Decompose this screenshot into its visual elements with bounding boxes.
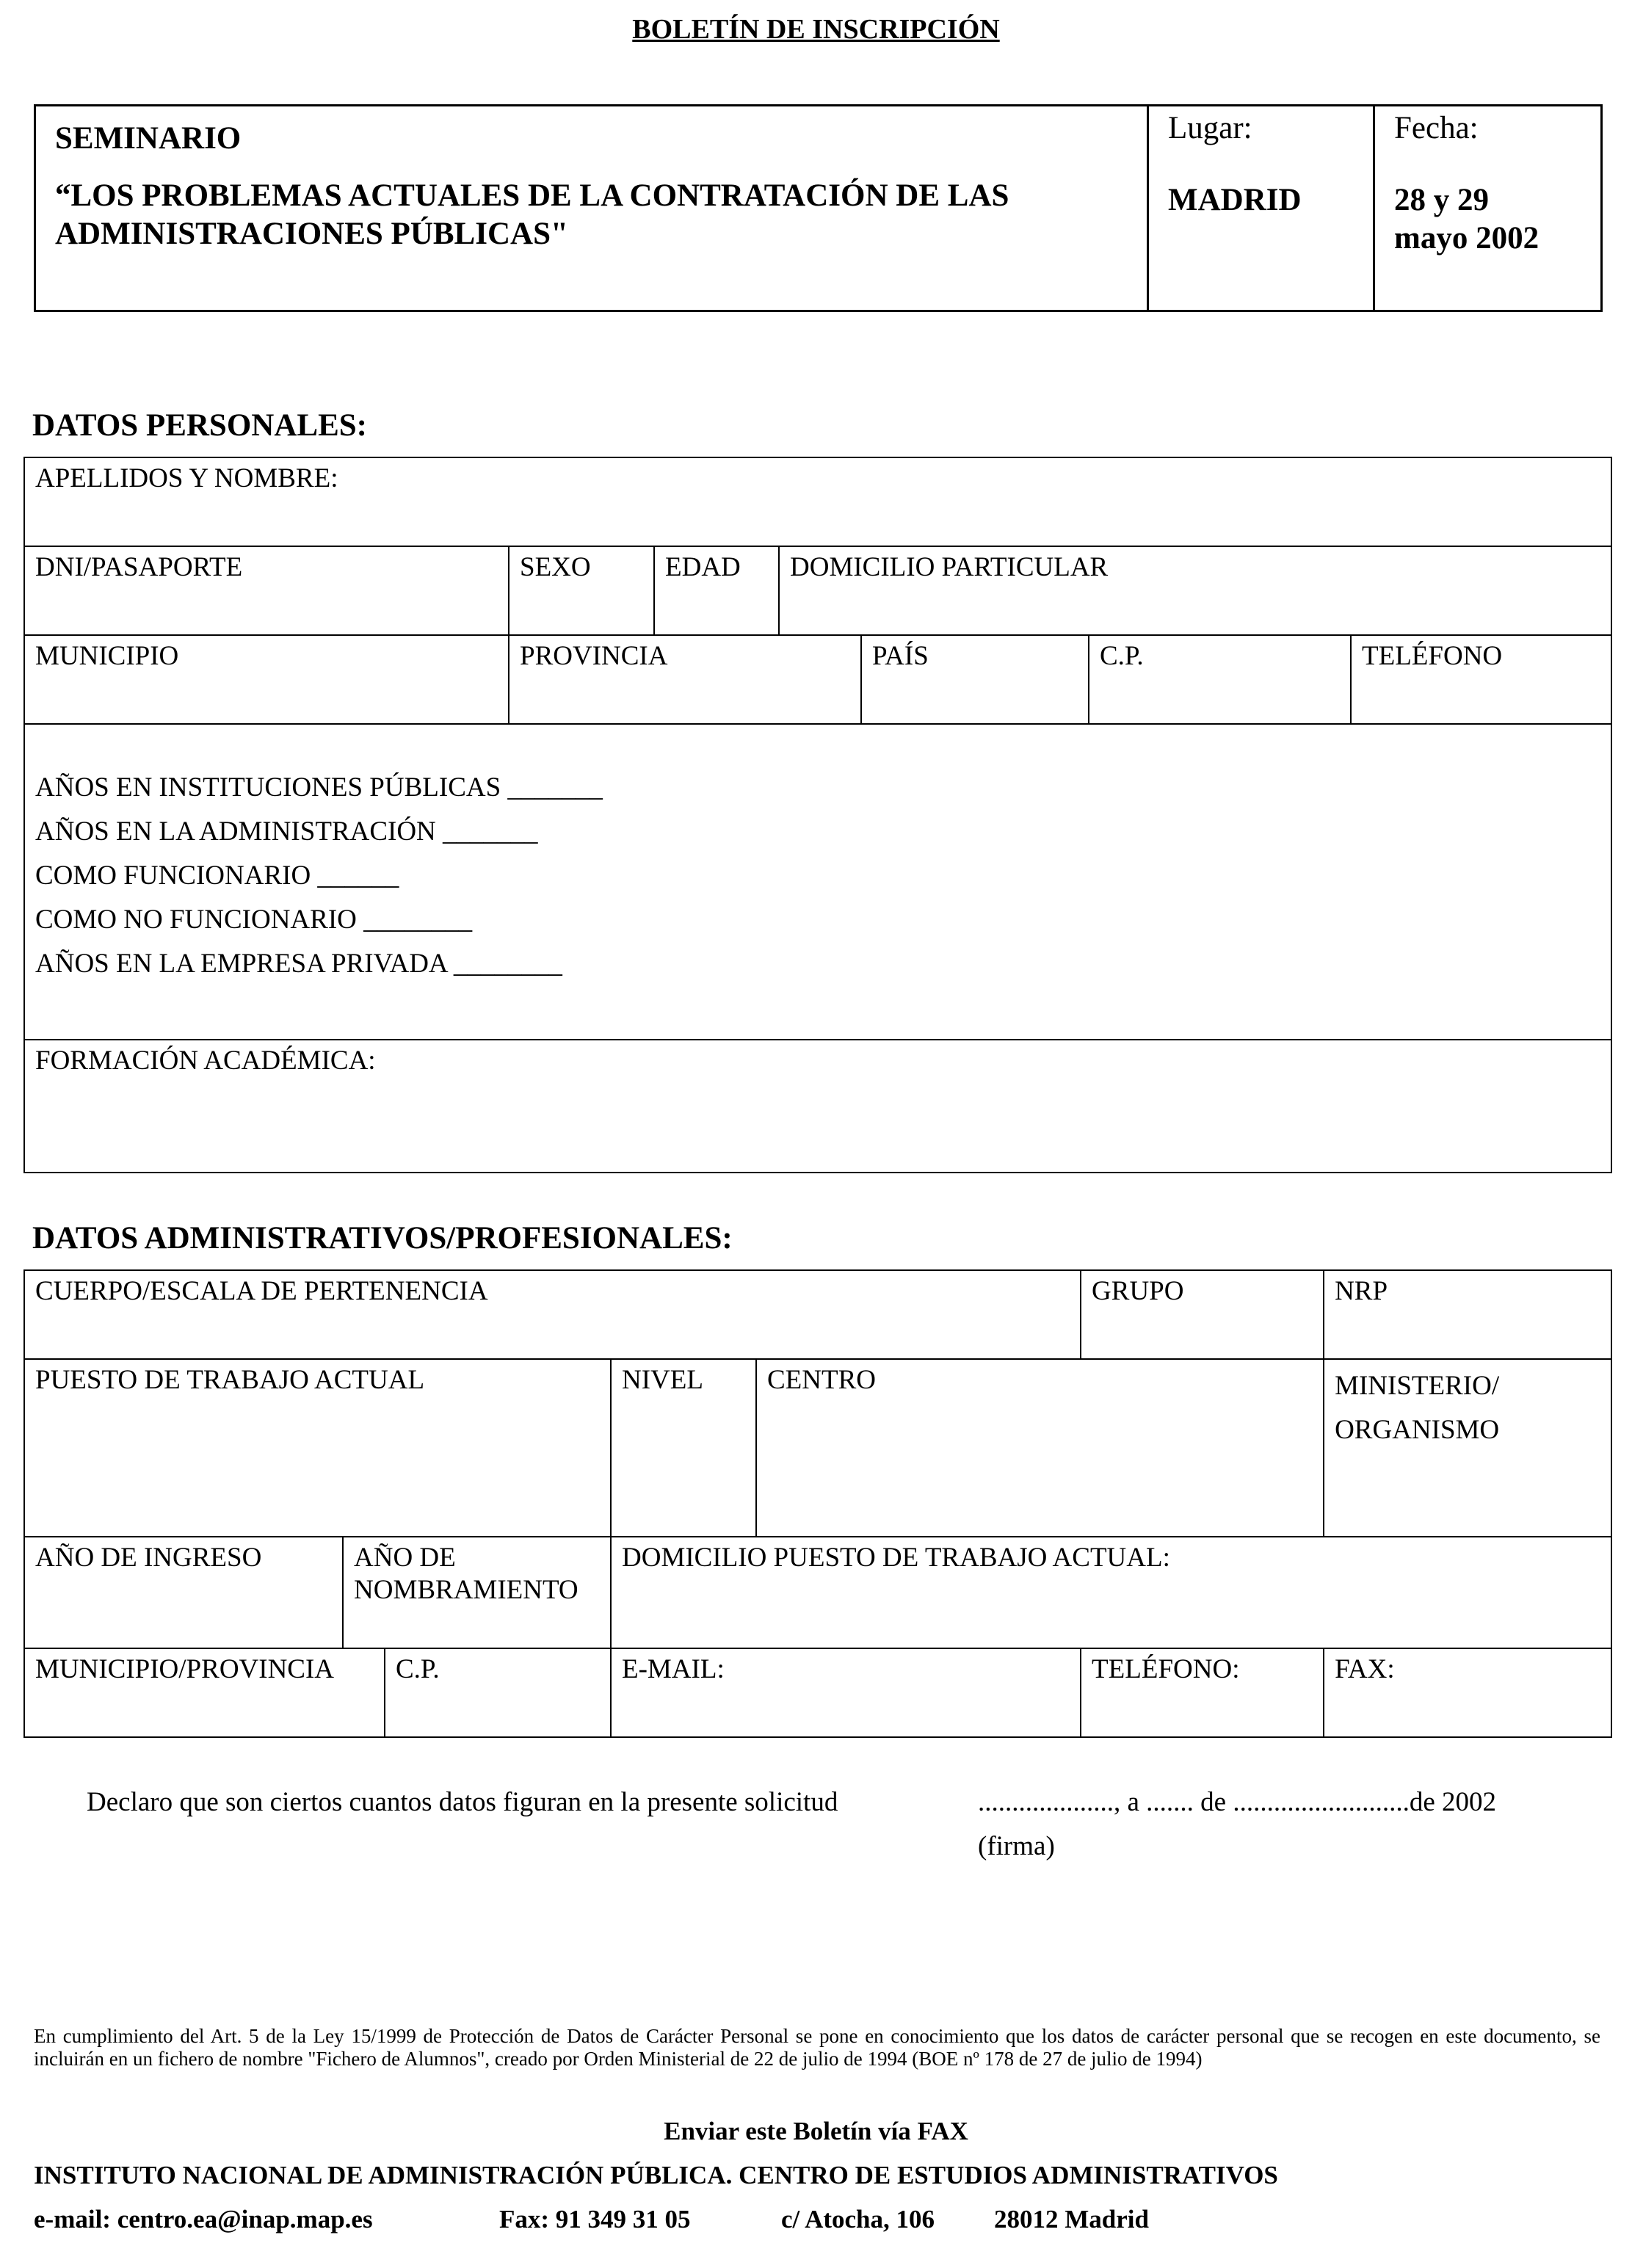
seminar-cell	[35, 106, 1148, 311]
seminar-title-line2: ADMINISTRACIONES PÚBLICAS"	[55, 217, 568, 251]
home-address-label: DOMICILIO PARTICULAR	[790, 552, 1109, 582]
years-experience-block	[24, 724, 1611, 1040]
education-field[interactable]	[24, 1040, 1611, 1173]
municipality-field[interactable]	[24, 635, 509, 724]
province-label: PROVINCIA	[520, 641, 668, 671]
years-as-non-civil-servant[interactable]: COMO NO FUNCIONARIO ________	[35, 905, 473, 935]
signature-label[interactable]: (firma)	[978, 1831, 1055, 1861]
work-address-field[interactable]	[611, 1537, 1611, 1648]
municipality-province-field[interactable]	[24, 1648, 385, 1737]
years-as-civil-servant[interactable]: COMO FUNCIONARIO ______	[35, 861, 399, 891]
personal-data-table	[23, 457, 1612, 1173]
place-value: MADRID	[1168, 183, 1302, 217]
ministry-label-line1: MINISTERIO/	[1335, 1371, 1500, 1401]
contact-fax: Fax: 91 349 31 05	[499, 2205, 691, 2233]
place-cell	[1148, 106, 1374, 311]
form-title-text: BOLETÍN DE INSCRIPCIÓN	[632, 14, 1000, 45]
personal-data-heading: DATOS PERSONALES:	[32, 408, 367, 443]
contact-address: c/ Atocha, 106	[781, 2205, 935, 2233]
declaration-date-line[interactable]: ...................., a ....... de ..........................de 2002	[978, 1787, 1497, 1817]
admin-data-heading: DATOS ADMINISTRATIVOS/PROFESIONALES:	[32, 1221, 733, 1256]
institute-name: INSTITUTO NACIONAL DE ADMINISTRACIÓN PÚBLICA. CENTRO DE ESTUDIOS ADMINISTRATIVOS	[34, 2161, 1278, 2189]
zip-field[interactable]	[1089, 635, 1351, 724]
appointment-label-line1: AÑO DE	[354, 1543, 456, 1573]
work-zip-field[interactable]	[385, 1648, 611, 1737]
seminar-title-line1: “LOS PROBLEMAS ACTUALES DE LA CONTRATACIÓN DE LAS	[55, 178, 1009, 213]
legal-notice: En cumplimiento del Art. 5 de la Ley 15/1999 de Protección de Datos de Carácter Personal se pone en conocimiento que los datos de carácter personal que se recogen en este documento, se incluirán en un fichero de nombre "Fichero de Alumnos", creado por Orden Ministerial de 22 de julio de 1994 (BOE nº 178 de 27 de julio de 1994)	[34, 2025, 1600, 2070]
date-line2: mayo 2002	[1394, 221, 1539, 256]
admin-data-table	[23, 1269, 1612, 1738]
education-label: FORMACIÓN ACADÉMICA:	[35, 1046, 376, 1076]
group-label: GRUPO	[1092, 1276, 1184, 1306]
work-phone-field[interactable]	[1081, 1648, 1324, 1737]
work-address-label: DOMICILIO PUESTO DE TRABAJO ACTUAL:	[622, 1543, 1170, 1573]
fax-field[interactable]	[1324, 1648, 1611, 1737]
municipality-label: MUNICIPIO	[35, 641, 179, 671]
place-label: Lugar:	[1168, 111, 1252, 145]
zip-label: C.P.	[1100, 641, 1144, 671]
seminar-header-table	[34, 104, 1603, 312]
level-label: NIVEL	[622, 1365, 703, 1395]
years-administration[interactable]: AÑOS EN LA ADMINISTRACIÓN _______	[35, 816, 538, 847]
ministry-field[interactable]	[1324, 1359, 1611, 1537]
position-field[interactable]	[24, 1359, 611, 1537]
date-cell	[1374, 106, 1602, 311]
entry-year-label: AÑO DE INGRESO	[35, 1543, 262, 1573]
center-field[interactable]	[756, 1359, 1324, 1537]
years-private-company[interactable]: AÑOS EN LA EMPRESA PRIVADA ________	[35, 949, 562, 979]
contact-email[interactable]: e-mail: centro.ea@inap.map.es	[34, 2205, 373, 2233]
dni-field[interactable]	[24, 546, 509, 635]
phone-field[interactable]	[1351, 635, 1611, 724]
group-field[interactable]	[1081, 1270, 1324, 1359]
name-field[interactable]	[24, 457, 1611, 546]
position-label: PUESTO DE TRABAJO ACTUAL	[35, 1365, 425, 1395]
sex-label: SEXO	[520, 552, 591, 582]
work-zip-label: C.P.	[396, 1654, 440, 1684]
contact-city: 28012 Madrid	[994, 2205, 1149, 2233]
dni-label: DNI/PASAPORTE	[35, 552, 243, 582]
appointment-label-line2: NOMBRAMIENTO	[354, 1575, 579, 1605]
country-label: PAÍS	[872, 641, 929, 671]
seminar-label: SEMINARIO	[55, 121, 242, 156]
country-field[interactable]	[861, 635, 1089, 724]
nrp-field[interactable]	[1324, 1270, 1611, 1359]
appointment-year-field[interactable]	[343, 1537, 611, 1648]
date-line1: 28 y 29	[1394, 183, 1489, 217]
ministry-label-line2: ORGANISMO	[1335, 1415, 1500, 1445]
age-label: EDAD	[665, 552, 741, 582]
form-title	[0, 13, 1632, 46]
email-field[interactable]	[611, 1648, 1081, 1737]
send-by-fax-note: Enviar este Boletín vía FAX	[664, 2117, 968, 2145]
years-public-institutions[interactable]: AÑOS EN INSTITUCIONES PÚBLICAS _______	[35, 772, 603, 803]
corps-field[interactable]	[24, 1270, 1081, 1359]
name-label: APELLIDOS Y NOMBRE:	[35, 463, 338, 493]
date-label: Fecha:	[1394, 111, 1479, 145]
province-field[interactable]	[509, 635, 861, 724]
center-label: CENTRO	[767, 1365, 876, 1395]
age-field[interactable]	[654, 546, 779, 635]
entry-year-field[interactable]	[24, 1537, 343, 1648]
phone-label: TELÉFONO	[1362, 641, 1503, 671]
corps-label: CUERPO/ESCALA DE PERTENENCIA	[35, 1276, 488, 1306]
nrp-label: NRP	[1335, 1276, 1388, 1306]
sex-field[interactable]	[509, 546, 654, 635]
fax-label: FAX:	[1335, 1654, 1395, 1684]
work-phone-label: TELÉFONO:	[1092, 1654, 1240, 1684]
email-label: E-MAIL:	[622, 1654, 725, 1684]
home-address-field[interactable]	[779, 546, 1611, 635]
municipality-province-label: MUNICIPIO/PROVINCIA	[35, 1654, 335, 1684]
declaration-text: Declaro que son ciertos cuantos datos figuran en la presente solicitud	[87, 1787, 838, 1817]
level-field[interactable]	[611, 1359, 756, 1537]
